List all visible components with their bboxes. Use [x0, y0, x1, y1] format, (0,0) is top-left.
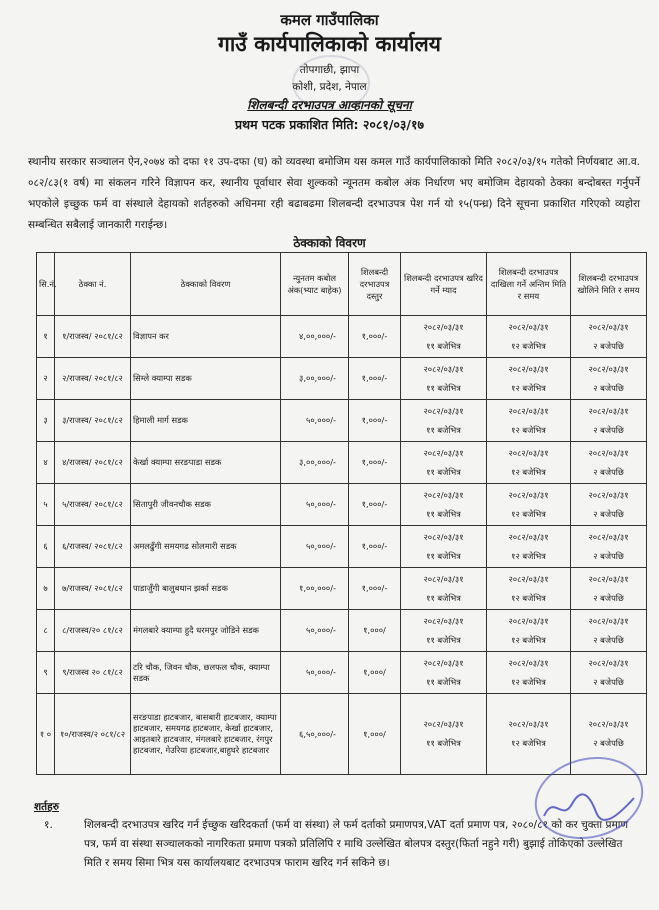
- cell-submit-deadline-time: १२ बजेभित्र: [511, 508, 546, 519]
- cell-submit-deadline: [487, 568, 571, 610]
- cell-fee: १,०००/-: [349, 568, 401, 610]
- cell-submit-deadline: [487, 694, 571, 775]
- col-header-buy-deadline: शिलबन्दी दरभाउपत्र खरिद गर्ने म्याद: [401, 253, 487, 316]
- cell-contract-no: ६/राजस्व/ २०८१/८२: [55, 526, 131, 568]
- cell-submit-deadline: [487, 316, 571, 358]
- cell-fee: १,०००/: [349, 694, 401, 775]
- cell-open-time-time: २ बजेपछि: [593, 508, 624, 519]
- table-row: [37, 400, 647, 442]
- cell-open-time-date: २०८२/०३/३१: [588, 573, 629, 584]
- cell-open-time: [571, 526, 647, 568]
- cell-submit-deadline-date: २०८२/०३/३१: [508, 615, 549, 626]
- cell-submit-deadline: [487, 400, 571, 442]
- cell-buy-deadline-date: २०८२/०३/३१: [423, 531, 464, 542]
- office-name: गाउँ कार्यपालिकाको कार्यालय: [218, 32, 441, 56]
- address-line-2: कोशी, प्रदेश, नेपाल: [292, 81, 367, 93]
- cell-buy-deadline-date: २०८२/०३/३१: [423, 363, 464, 374]
- cell-sn: ३: [37, 400, 55, 442]
- cell-contract-no: ९/राजस्व २० ८१/८२: [55, 652, 131, 694]
- cell-fee: १,०००/-: [349, 442, 401, 484]
- cell-open-time-date: २०८२/०३/३१: [588, 321, 629, 332]
- col-header-contract-no: ठेक्का नं.: [55, 253, 131, 316]
- cell-buy-deadline-time: ११ बजेभित्र: [426, 592, 461, 603]
- cell-fee: १,०००/-: [349, 484, 401, 526]
- table-row: [37, 652, 647, 694]
- cell-open-time-time: २ बजेपछि: [593, 424, 624, 435]
- cell-submit-deadline: [487, 652, 571, 694]
- cell-open-time-date: २०८२/०३/३१: [588, 363, 629, 374]
- cell-buy-deadline: [401, 652, 487, 694]
- cell-submit-deadline-time: १२ बजेभित्र: [511, 424, 546, 435]
- cell-submit-deadline: [487, 484, 571, 526]
- cell-submit-deadline-time: १२ बजेभित्र: [511, 634, 546, 645]
- cell-submit-deadline-date: २०८२/०३/३१: [508, 657, 549, 668]
- cell-min-amount: ५०,०००/-: [281, 526, 349, 568]
- cell-open-time-time: २ बजेपछि: [593, 340, 624, 351]
- cell-fee: १,०००/-: [349, 316, 401, 358]
- cell-min-amount: १,००,०००/-: [281, 568, 349, 610]
- table-header-row: [37, 253, 647, 316]
- cell-sn: ७: [37, 568, 55, 610]
- cell-submit-deadline-time: १२ बजेभित्र: [511, 382, 546, 393]
- cell-min-amount: ५०,०००/-: [281, 484, 349, 526]
- cell-open-time-time: २ बजेपछि: [593, 466, 624, 477]
- intro-paragraph: स्थानीय सरकार सञ्चालन ऐन,२०७४ को दफा ११ उप-दफा (घ) को व्यवस्था बमोजिम यस कमल गाउँ कार्यपालिकाको मिति २०८२/०३/१५ गतेको निर्णयबाट आ.व. ०८२/८३(१ वर्ष) मा संकलन गरिने विज्ञापन कर, स्थानीय पूर्वाधार सेवा शुल्कको न्यूनतम कबोल अंक निर्धारण भए बमोजिम देहायको ठेक्का बन्दोबस्त गर्नुपर्ने भएकोले इच्छुक फर्म वा संस्थाले देहायको शर्तहरुको अधिनमा रही बढाबढमा शिलबन्दी दरभाउपत्र पेश गर्न यो १५(पन्ध्र) दिने सूचना प्रकाशित गरिएको व्यहोरा सम्बन्धित सबैलाई जानकारी गराईन्छ।: [28, 156, 640, 231]
- signature-icon: [540, 788, 640, 828]
- table-row: [37, 442, 647, 484]
- cell-buy-deadline-time: ११ बजेभित्र: [426, 508, 461, 519]
- cell-sn: ६: [37, 526, 55, 568]
- cell-description: सरङपाडा हाटबजार, बासबारी हाटबजार, क्याम्पा हाटबजार, समयगढ हाटबजार, केर्खा हाटबजार, आइतबारे हाटबजार, मंगलबारे हाटबजार, रंगपुर हाटबजार, गेउरिया हाटबजार,बाहुघरे हाटबजार: [131, 694, 281, 775]
- cell-buy-deadline-time: ११ बजेभित्र: [426, 550, 461, 561]
- col-header-description: ठेक्काको विवरण: [131, 253, 281, 316]
- cell-min-amount: ५०,०००/-: [281, 400, 349, 442]
- cell-min-amount: ५०,०००/-: [281, 610, 349, 652]
- cell-submit-deadline: [487, 610, 571, 652]
- cell-submit-deadline-date: २०८२/०३/३१: [508, 573, 549, 584]
- cell-open-time-date: २०८२/०३/३१: [588, 719, 629, 729]
- cell-description: केर्खा क्याम्पा सरङपाडा सडक: [131, 442, 281, 484]
- col-header-min-amount: न्युनतम कबोल अंक(भ्याट बाहेक): [281, 253, 349, 316]
- table-title: ठेक्काको विवरण: [293, 236, 366, 250]
- cell-buy-deadline-time: ११ बजेभित्र: [426, 676, 461, 687]
- cell-buy-deadline-date: २०८२/०३/३१: [423, 321, 464, 332]
- conditions-title: शर्तहरु: [34, 801, 59, 813]
- condition-text: शिलबन्दी दरभाउपत्र खरिद गर्न ईच्छुक खरिदकर्ता (फर्म वा संस्था) ले फर्म दर्ताको प्रमाणपत्र,VAT दर्ता प्रमाण पत्र, २०८०/८१ को कर चुक्ता प्रमाण पत्र, फर्म वा संस्था सञ्चालकको नागरिकता प्रमाण पत्रको प्रतिलिपि र माथि उल्लेखित बोलपत्र दस्तुर(फिर्ता नहुने गरी) बुझाई तोकिएको उल्लेखित मिति र समय सिमा भित्र यस कार्यालयबाट दरभाउपत्र फाराम खरिद गर्न सकिने छ।: [84, 819, 629, 869]
- table-row: [37, 694, 647, 775]
- cell-fee: १,०००/-: [349, 400, 401, 442]
- cell-buy-deadline-time: ११ बजेभित्र: [426, 466, 461, 477]
- cell-submit-deadline-time: १२ बजेभित्र: [511, 550, 546, 561]
- cell-contract-no: ४/राजस्व/ २०८१/८२: [55, 442, 131, 484]
- cell-contract-no: १०/राजस्व/२ ०८१/८२: [55, 694, 131, 775]
- cell-min-amount: ३,००,०००/-: [281, 358, 349, 400]
- cell-contract-no: ७/राजस्व/ २०८१/८२: [55, 568, 131, 610]
- cell-buy-deadline: [401, 526, 487, 568]
- cell-submit-deadline-date: २०८२/०३/३१: [508, 321, 549, 332]
- cell-description: सितापुरी जीवनचौक सडक: [131, 484, 281, 526]
- cell-description: मंगलबारे क्याम्पा हुदै धरमपुर जोडिने सडक: [131, 610, 281, 652]
- cell-submit-deadline: [487, 442, 571, 484]
- cell-contract-no: १/राजस्व/ २०८१/८२: [55, 316, 131, 358]
- table-row: [37, 568, 647, 610]
- cell-buy-deadline-time: ११ बजेभित्र: [426, 424, 461, 435]
- cell-submit-deadline-time: १२ बजेभित्र: [511, 592, 546, 603]
- cell-sn: ४: [37, 442, 55, 484]
- cell-open-time-date: २०८२/०३/३१: [588, 489, 629, 500]
- cell-contract-no: ३/राजस्व/ २०८१/८२: [55, 400, 131, 442]
- cell-min-amount: ६,५०,०००/-: [281, 694, 349, 775]
- cell-buy-deadline: [401, 442, 487, 484]
- cell-open-time-date: २०८२/०३/३१: [588, 405, 629, 416]
- cell-submit-deadline-date: २०८२/०३/३१: [508, 719, 549, 729]
- cell-contract-no: २/राजस्व/ २०८१/८२: [55, 358, 131, 400]
- table-row: [37, 358, 647, 400]
- cell-open-time-date: २०८२/०३/३१: [588, 615, 629, 626]
- cell-submit-deadline-date: २०८२/०३/३१: [508, 363, 549, 374]
- cell-fee: १,०००/-: [349, 526, 401, 568]
- cell-min-amount: ५०,०००/-: [281, 652, 349, 694]
- cell-buy-deadline-date: २०८२/०३/३१: [423, 657, 464, 668]
- cell-description: पाडाजुँगी बालुबथान झर्का सडक: [131, 568, 281, 610]
- cell-buy-deadline-date: २०८२/०३/३१: [423, 719, 464, 729]
- cell-buy-deadline-time: ११ बजेभित्र: [426, 340, 461, 351]
- cell-submit-deadline-time: १२ बजेभित्र: [511, 676, 546, 687]
- cell-submit-deadline-date: २०८२/०३/३१: [508, 531, 549, 542]
- address-line-1: तोपगाछी, झापा: [299, 64, 360, 76]
- cell-sn: ५: [37, 484, 55, 526]
- cell-buy-deadline: [401, 484, 487, 526]
- cell-submit-deadline-date: २०८२/०३/३१: [508, 447, 549, 458]
- cell-submit-deadline-time: १२ बजेभित्र: [511, 340, 546, 351]
- cell-open-time: [571, 316, 647, 358]
- cell-buy-deadline-date: २०८२/०३/३१: [423, 615, 464, 626]
- municipality-name: कमल गाउँपालिका: [280, 11, 379, 29]
- cell-buy-deadline-date: २०८२/०३/३१: [423, 489, 464, 500]
- cell-description: टरि चौक, जिवन चौक, छलफल चौक, क्याम्पा सडक: [131, 652, 281, 694]
- cell-open-time: [571, 400, 647, 442]
- cell-buy-deadline: [401, 610, 487, 652]
- cell-open-time-time: २ बजेपछि: [593, 676, 624, 687]
- cell-sn: २: [37, 358, 55, 400]
- cell-buy-deadline-date: २०८२/०३/३१: [423, 405, 464, 416]
- cell-submit-deadline-date: २०८२/०३/३१: [508, 405, 549, 416]
- cell-min-amount: ४,००,०००/-: [281, 316, 349, 358]
- cell-open-time-time: २ बजेपछि: [593, 550, 624, 561]
- table-row: [37, 316, 647, 358]
- cell-description: हिमाली मार्ग सडक: [131, 400, 281, 442]
- cell-open-time-time: २ बजेपछि: [593, 382, 624, 393]
- condition-number: १.: [44, 819, 53, 831]
- cell-buy-deadline-date: २०८२/०३/३१: [423, 447, 464, 458]
- col-header-sn: सि.नं.: [37, 253, 55, 316]
- cell-buy-deadline: [401, 316, 487, 358]
- table-row: [37, 610, 647, 652]
- cell-submit-deadline-time: १२ बजेभित्र: [511, 466, 546, 477]
- cell-buy-deadline-time: ११ बजेभित्र: [426, 738, 461, 748]
- cell-submit-deadline: [487, 526, 571, 568]
- cell-buy-deadline: [401, 358, 487, 400]
- cell-sn: ९: [37, 652, 55, 694]
- cell-buy-deadline-time: ११ बजेभित्र: [426, 634, 461, 645]
- published-date: प्रथम पटक प्रकाशित मिति: २०८१/०३/१७: [234, 117, 424, 132]
- cell-sn: ८: [37, 610, 55, 652]
- cell-fee: १,०००/: [349, 610, 401, 652]
- cell-open-time-time: २ बजेपछि: [593, 634, 624, 645]
- cell-open-time: [571, 610, 647, 652]
- cell-open-time: [571, 442, 647, 484]
- cell-open-time-date: २०८२/०३/३१: [588, 531, 629, 542]
- cell-fee: १,०००/-: [349, 358, 401, 400]
- cell-sn: १ ०: [37, 694, 55, 775]
- cell-contract-no: ८/राजस्व/२० ८१/८२: [55, 610, 131, 652]
- cell-open-time: [571, 568, 647, 610]
- cell-open-time: [571, 358, 647, 400]
- cell-buy-deadline: [401, 694, 487, 775]
- col-header-fee: शिलबन्दी दरभाउपत्र दस्तुर: [349, 253, 401, 316]
- cell-description: सिम्ले क्याम्पा सडक: [131, 358, 281, 400]
- col-header-submit-deadline: शिलबन्दी दरभाउपत्र दाखिला गर्ने अन्तिम मिति र समय: [487, 253, 571, 316]
- cell-buy-deadline: [401, 400, 487, 442]
- cell-submit-deadline-time: १२ बजेभित्र: [511, 738, 546, 748]
- table-row: [37, 484, 647, 526]
- contract-table: [36, 252, 647, 775]
- cell-open-time-time: २ बजेपछि: [593, 592, 624, 603]
- cell-open-time: [571, 484, 647, 526]
- col-header-open-time: शिलबन्दी दरभाउपत्र खोलिने मिति र समय: [571, 253, 647, 316]
- cell-open-time-time: २ बजेपछि: [593, 738, 624, 748]
- cell-submit-deadline-date: २०८२/०३/३१: [508, 489, 549, 500]
- cell-sn: १: [37, 316, 55, 358]
- notice-title: शिलबन्दी दरभाउपत्र आव्हानको सूचना: [247, 98, 412, 112]
- cell-buy-deadline-time: ११ बजेभित्र: [426, 382, 461, 393]
- cell-buy-deadline-date: २०८२/०३/३१: [423, 573, 464, 584]
- cell-open-time-date: २०८२/०३/३१: [588, 447, 629, 458]
- cell-contract-no: ५/राजस्व/ २०८१/८२: [55, 484, 131, 526]
- cell-open-time: [571, 652, 647, 694]
- cell-description: अमलढुँगी समयगढ सोलमारी सडक: [131, 526, 281, 568]
- table-row: [37, 526, 647, 568]
- cell-open-time-date: २०८२/०३/३१: [588, 657, 629, 668]
- cell-description: विज्ञापन कर: [131, 316, 281, 358]
- cell-min-amount: ३,००,०००/-: [281, 442, 349, 484]
- cell-buy-deadline: [401, 568, 487, 610]
- cell-submit-deadline: [487, 358, 571, 400]
- cell-fee: १,०००/: [349, 652, 401, 694]
